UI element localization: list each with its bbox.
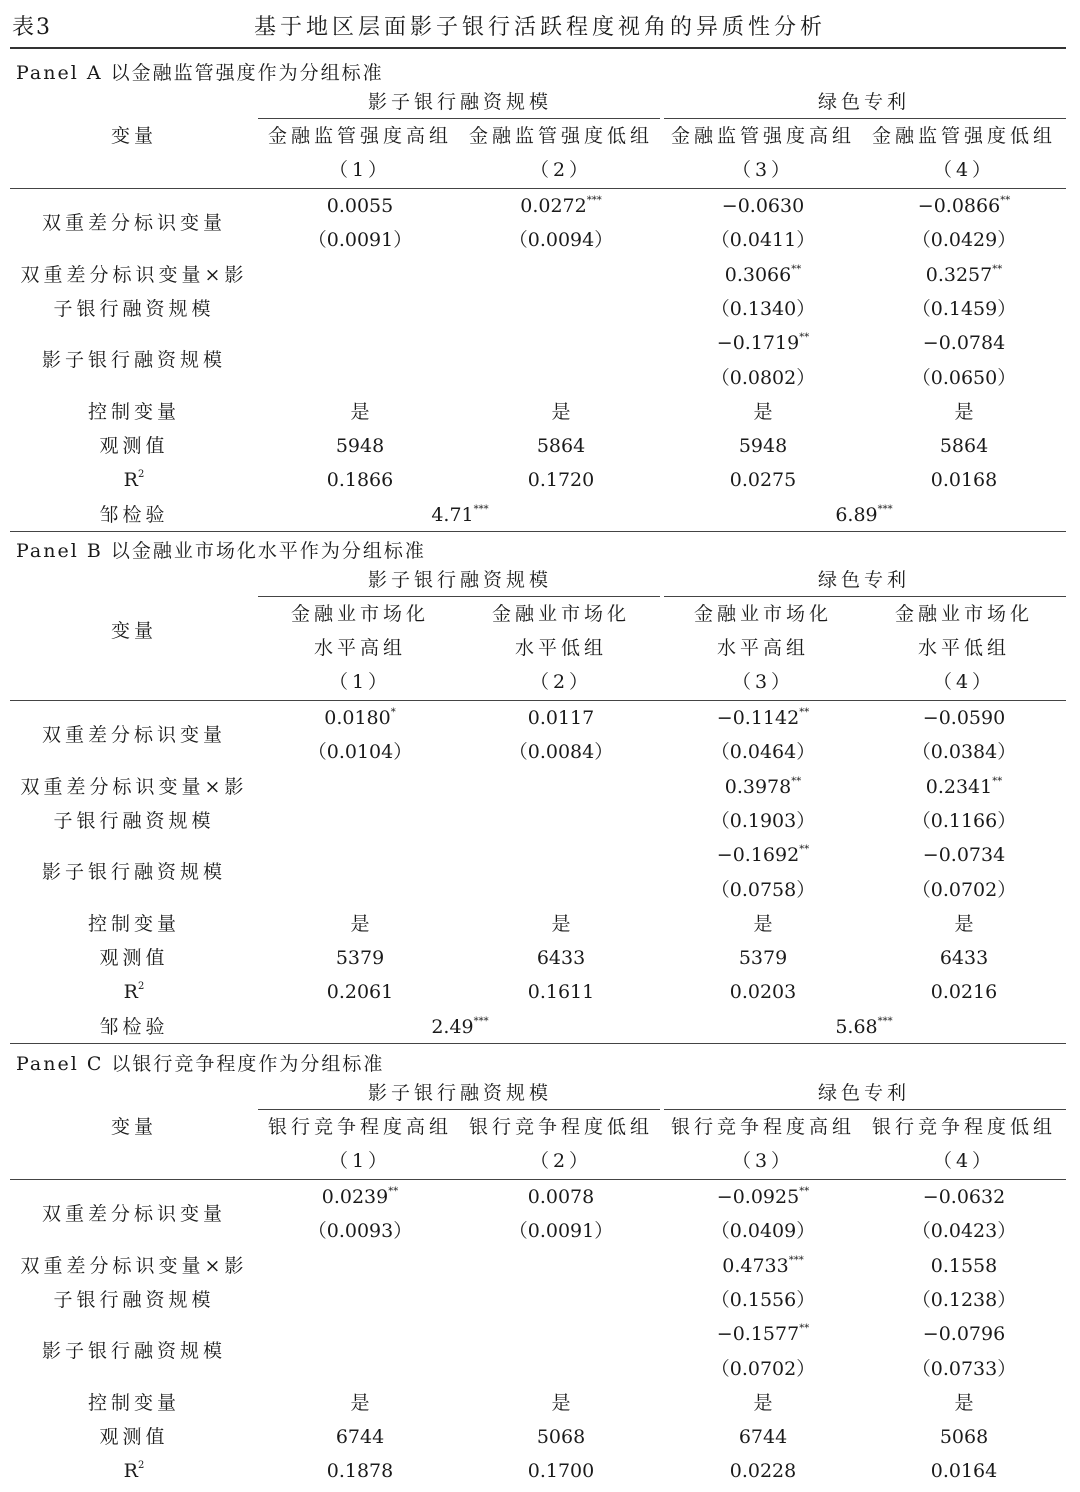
observations-cell: 6433 — [939, 947, 989, 970]
did-std-error: （0.0093） — [307, 1220, 413, 1243]
significance-stars: ** — [799, 707, 810, 718]
significance-stars: ** — [992, 263, 1003, 275]
interaction-coefficient — [663, 263, 863, 287]
controls-cell: 是 — [350, 400, 370, 423]
interaction-std-error: （0.1340） — [710, 297, 816, 320]
shadow-coefficient-value: −0.0796 — [922, 1323, 1006, 1346]
column-name: 金融监管强度低组 — [468, 125, 653, 147]
row-label-shadow-banking: 影子银行融资规模 — [41, 349, 226, 372]
interaction-coefficient — [663, 775, 863, 799]
did-coefficient — [461, 1185, 661, 1209]
r-squared-cell: 0.1611 — [527, 981, 595, 1004]
controls-cell: 是 — [551, 912, 571, 935]
significance-stars: ** — [799, 1186, 810, 1197]
controls-cell: 是 — [753, 1391, 773, 1414]
interaction-coefficient-value: 0.3978 — [724, 775, 792, 798]
column-name: 金融监管强度低组 — [871, 125, 1056, 147]
significance-stars: ** — [992, 775, 1003, 787]
interaction-std-error: （0.1903） — [710, 809, 816, 832]
interaction-std-error: （0.1556） — [710, 1288, 816, 1311]
did-coefficient-value: −0.1142 — [716, 707, 800, 729]
controls-cell: 是 — [350, 912, 370, 935]
header-bottom-rule — [10, 700, 1066, 701]
did-std-error: （0.0411） — [710, 229, 816, 252]
did-coefficient-value: −0.0632 — [922, 1186, 1006, 1208]
row-label-interaction-line2: 子银行融资规模 — [53, 297, 215, 320]
header-bottom-rule — [10, 188, 1066, 189]
interaction-coefficient — [663, 1254, 863, 1278]
chow-test-right — [764, 503, 964, 527]
shadow-coefficient — [864, 331, 1064, 355]
r-squared-cell: 0.0216 — [930, 981, 998, 1004]
interaction-std-error: （0.1238） — [911, 1288, 1017, 1311]
row-label-controls: 控制变量 — [87, 1391, 180, 1414]
significance-stars: *** — [877, 1015, 893, 1027]
column-name: 水平高组 — [716, 637, 809, 659]
did-coefficient-value: −0.0866 — [917, 195, 1001, 217]
r-squared-exponent: 2 — [137, 469, 145, 481]
group-header-green-patent: 绿色专利 — [817, 91, 910, 113]
did-coefficient-value: −0.0925 — [716, 1186, 800, 1208]
observations-cell: 6744 — [335, 1426, 385, 1449]
shadow-coefficient — [864, 843, 1064, 867]
row-label-did: 双重差分标识变量 — [41, 724, 226, 746]
row-label-interaction-line1: 双重差分标识变量×影 — [20, 263, 248, 286]
group-rule-left — [258, 596, 660, 597]
group-rule-right — [664, 596, 1066, 597]
did-std-error: （0.0104） — [307, 741, 413, 764]
column-number: （3） — [731, 671, 795, 693]
did-std-error: （0.0084） — [508, 741, 614, 764]
did-coefficient — [461, 706, 661, 730]
shadow-coefficient-value: −0.0784 — [922, 332, 1006, 355]
chow-test-left-value: 4.71 — [431, 503, 474, 526]
column-name: 水平低组 — [514, 637, 607, 659]
observations-cell: 6744 — [738, 1426, 788, 1449]
row-label-controls: 控制变量 — [87, 912, 180, 935]
shadow-coefficient-value: −0.0734 — [922, 844, 1006, 867]
row-label-chow-test: 邹检验 — [99, 503, 169, 526]
r-squared-cell: 0.1720 — [527, 469, 595, 492]
observations-cell: 5379 — [738, 947, 788, 970]
column-name: 水平低组 — [917, 637, 1010, 659]
significance-stars: ** — [791, 775, 802, 787]
interaction-coefficient — [864, 1254, 1064, 1278]
interaction-coefficient-value: 0.1558 — [930, 1254, 998, 1277]
group-rule-right — [664, 1109, 1066, 1110]
did-std-error: （0.0409） — [710, 1220, 816, 1243]
significance-stars: * — [390, 707, 396, 718]
r-squared-cell: 0.0168 — [930, 469, 998, 492]
did-coefficient-value: −0.0590 — [922, 707, 1006, 729]
panel-title: Panel A 以金融监管强度作为分组标准 — [16, 62, 384, 84]
column-number: （2） — [529, 159, 593, 181]
did-coefficient-value: 0.0180 — [324, 707, 391, 729]
variable-header: 变量 — [110, 620, 157, 642]
shadow-coefficient-value: −0.1719 — [716, 332, 800, 355]
column-name: 银行竞争程度低组 — [468, 1116, 653, 1138]
did-std-error: （0.0464） — [710, 741, 816, 764]
interaction-coefficient-value: 0.2341 — [925, 775, 993, 798]
did-coefficient-value: 0.0239 — [321, 1186, 389, 1208]
interaction-coefficient-value: 0.3066 — [724, 263, 792, 286]
header-bottom-rule — [10, 1179, 1066, 1180]
did-std-error: （0.0091） — [307, 229, 413, 252]
row-label-observations: 观测值 — [99, 435, 169, 458]
r-squared-exponent: 2 — [137, 981, 145, 993]
panel-title: Panel B 以金融业市场化水平作为分组标准 — [16, 540, 426, 562]
column-number: （4） — [932, 1150, 996, 1172]
did-coefficient — [663, 1185, 863, 1209]
shadow-coefficient-value: −0.1577 — [716, 1323, 800, 1346]
variable-header: 变量 — [110, 125, 157, 147]
column-number: （3） — [731, 159, 795, 181]
column-number: （4） — [932, 159, 996, 181]
interaction-coefficient — [864, 263, 1064, 287]
column-name: 银行竞争程度高组 — [267, 1116, 452, 1138]
did-coefficient-value: −0.0630 — [721, 195, 805, 217]
r-squared-cell: 0.2061 — [326, 981, 394, 1004]
r-squared-cell: 0.0275 — [729, 469, 797, 492]
chow-test-left-value: 2.49 — [431, 1015, 474, 1038]
shadow-std-error: （0.0802） — [710, 366, 816, 389]
row-label-r-squared — [74, 980, 194, 1004]
shadow-std-error: （0.0650） — [911, 366, 1017, 389]
r-squared-exponent: 2 — [137, 1460, 145, 1472]
significance-stars: *** — [473, 1015, 489, 1027]
did-coefficient — [663, 706, 863, 730]
interaction-coefficient — [864, 775, 1064, 799]
r-squared-cell: 0.1878 — [326, 1460, 394, 1483]
did-coefficient — [864, 706, 1064, 730]
r-squared-cell: 0.1700 — [527, 1460, 595, 1483]
observations-cell: 6433 — [536, 947, 586, 970]
interaction-coefficient-value: 0.4733 — [722, 1254, 789, 1277]
column-name: 金融监管强度高组 — [267, 125, 452, 147]
column-name: 金融业市场化 — [693, 603, 832, 625]
shadow-std-error: （0.0733） — [911, 1357, 1017, 1380]
panel-title: Panel C 以银行竞争程度作为分组标准 — [16, 1053, 385, 1075]
significance-stars: *** — [877, 503, 893, 515]
observations-cell: 5864 — [939, 435, 989, 458]
group-rule-right — [664, 118, 1066, 119]
row-label-interaction-line2: 子银行融资规模 — [53, 809, 215, 832]
r-squared-cell: 0.1866 — [326, 469, 394, 492]
column-number: （3） — [731, 1150, 795, 1172]
row-label-r-squared — [74, 1459, 194, 1483]
chow-test-right — [764, 1015, 964, 1039]
r-squared-cell: 0.0203 — [729, 981, 797, 1004]
controls-cell: 是 — [753, 400, 773, 423]
chow-test-left — [360, 1015, 560, 1039]
row-label-interaction-line2: 子银行融资规模 — [53, 1288, 215, 1311]
row-label-r-squared — [74, 468, 194, 492]
row-label-shadow-banking: 影子银行融资规模 — [41, 861, 226, 884]
r-squared-letter: R — [123, 1460, 138, 1483]
table-top-rule — [10, 47, 1066, 49]
significance-stars: ** — [388, 1186, 399, 1197]
controls-cell: 是 — [551, 1391, 571, 1414]
did-coefficient-value: 0.0272 — [520, 195, 587, 217]
row-label-interaction-line1: 双重差分标识变量×影 — [20, 1254, 248, 1277]
did-coefficient — [864, 194, 1064, 218]
column-number: （1） — [328, 159, 392, 181]
did-coefficient — [260, 1185, 460, 1209]
group-header-shadow-banking: 影子银行融资规模 — [367, 91, 552, 113]
controls-cell: 是 — [954, 912, 974, 935]
group-rule-left — [258, 1109, 660, 1110]
group-rule-left — [258, 118, 660, 119]
shadow-std-error: （0.0702） — [911, 878, 1017, 901]
observations-cell: 5948 — [335, 435, 385, 458]
significance-stars: *** — [788, 1254, 804, 1266]
chow-test-right-value: 5.68 — [835, 1015, 878, 1038]
significance-stars: ** — [799, 844, 810, 856]
significance-stars: ** — [799, 332, 810, 344]
significance-stars: ** — [791, 263, 802, 275]
group-header-green-patent: 绿色专利 — [817, 569, 910, 591]
controls-cell: 是 — [753, 912, 773, 935]
did-std-error: （0.0091） — [508, 1220, 614, 1243]
row-label-interaction-line1: 双重差分标识变量×影 — [20, 775, 248, 798]
did-coefficient — [864, 1185, 1064, 1209]
shadow-coefficient — [663, 331, 863, 355]
column-name: 金融业市场化 — [894, 603, 1033, 625]
table-number: 表3 — [12, 15, 52, 40]
did-std-error: （0.0429） — [911, 229, 1017, 252]
column-number: （4） — [932, 671, 996, 693]
significance-stars: *** — [473, 503, 489, 515]
column-name: 水平高组 — [313, 637, 406, 659]
did-std-error: （0.0384） — [911, 741, 1017, 764]
group-header-shadow-banking: 影子银行融资规模 — [367, 569, 552, 591]
row-label-did: 双重差分标识变量 — [41, 212, 226, 234]
shadow-coefficient — [663, 1322, 863, 1346]
column-number: （1） — [328, 1150, 392, 1172]
observations-cell: 5864 — [536, 435, 586, 458]
panel-bottom-rule — [10, 531, 1066, 532]
group-header-shadow-banking: 影子银行融资规模 — [367, 1082, 552, 1104]
did-coefficient — [461, 194, 661, 218]
column-name: 金融业市场化 — [491, 603, 630, 625]
row-label-shadow-banking: 影子银行融资规模 — [41, 1340, 226, 1363]
significance-stars: ** — [1000, 195, 1011, 206]
controls-cell: 是 — [954, 400, 974, 423]
r-squared-letter: R — [123, 981, 138, 1004]
controls-cell: 是 — [350, 1391, 370, 1414]
controls-cell: 是 — [551, 400, 571, 423]
table-caption — [0, 0, 1080, 48]
r-squared-cell: 0.0164 — [930, 1460, 998, 1483]
shadow-coefficient — [864, 1322, 1064, 1346]
panel-bottom-rule — [10, 1043, 1066, 1044]
shadow-std-error: （0.0702） — [710, 1357, 816, 1380]
table-title: 基于地区层面影子银行活跃程度视角的异质性分析 — [253, 15, 826, 40]
column-number: （2） — [529, 671, 593, 693]
significance-stars: ** — [799, 1323, 810, 1335]
shadow-coefficient-value: −0.1692 — [716, 844, 800, 867]
row-label-controls: 控制变量 — [87, 400, 180, 423]
controls-cell: 是 — [954, 1391, 974, 1414]
column-name: 金融监管强度高组 — [670, 125, 855, 147]
r-squared-letter: R — [123, 469, 138, 492]
interaction-coefficient-value: 0.3257 — [925, 263, 993, 286]
observations-cell: 5948 — [738, 435, 788, 458]
observations-cell: 5068 — [536, 1426, 586, 1449]
did-coefficient-value: 0.0078 — [527, 1186, 595, 1208]
chow-test-right-value: 6.89 — [835, 503, 878, 526]
did-coefficient — [260, 706, 460, 730]
did-std-error: （0.0423） — [911, 1220, 1017, 1243]
column-name: 银行竞争程度高组 — [670, 1116, 855, 1138]
did-coefficient-value: 0.0055 — [326, 195, 394, 217]
did-coefficient — [260, 194, 460, 218]
column-number: （1） — [328, 671, 392, 693]
observations-cell: 5068 — [939, 1426, 989, 1449]
shadow-std-error: （0.0758） — [710, 878, 816, 901]
row-label-observations: 观测值 — [99, 1426, 169, 1449]
significance-stars: *** — [586, 195, 602, 206]
column-number: （2） — [529, 1150, 593, 1172]
did-coefficient — [663, 194, 863, 218]
row-label-observations: 观测值 — [99, 947, 169, 970]
column-name: 银行竞争程度低组 — [871, 1116, 1056, 1138]
did-std-error: （0.0094） — [508, 229, 614, 252]
chow-test-left — [360, 503, 560, 527]
observations-cell: 5379 — [335, 947, 385, 970]
row-label-chow-test: 邹检验 — [99, 1015, 169, 1038]
column-name: 金融业市场化 — [290, 603, 429, 625]
r-squared-cell: 0.0228 — [729, 1460, 797, 1483]
interaction-std-error: （0.1166） — [911, 809, 1017, 832]
did-coefficient-value: 0.0117 — [527, 707, 595, 729]
interaction-std-error: （0.1459） — [911, 297, 1017, 320]
row-label-did: 双重差分标识变量 — [41, 1203, 226, 1225]
variable-header: 变量 — [110, 1116, 157, 1138]
shadow-coefficient — [663, 843, 863, 867]
group-header-green-patent: 绿色专利 — [817, 1082, 910, 1104]
